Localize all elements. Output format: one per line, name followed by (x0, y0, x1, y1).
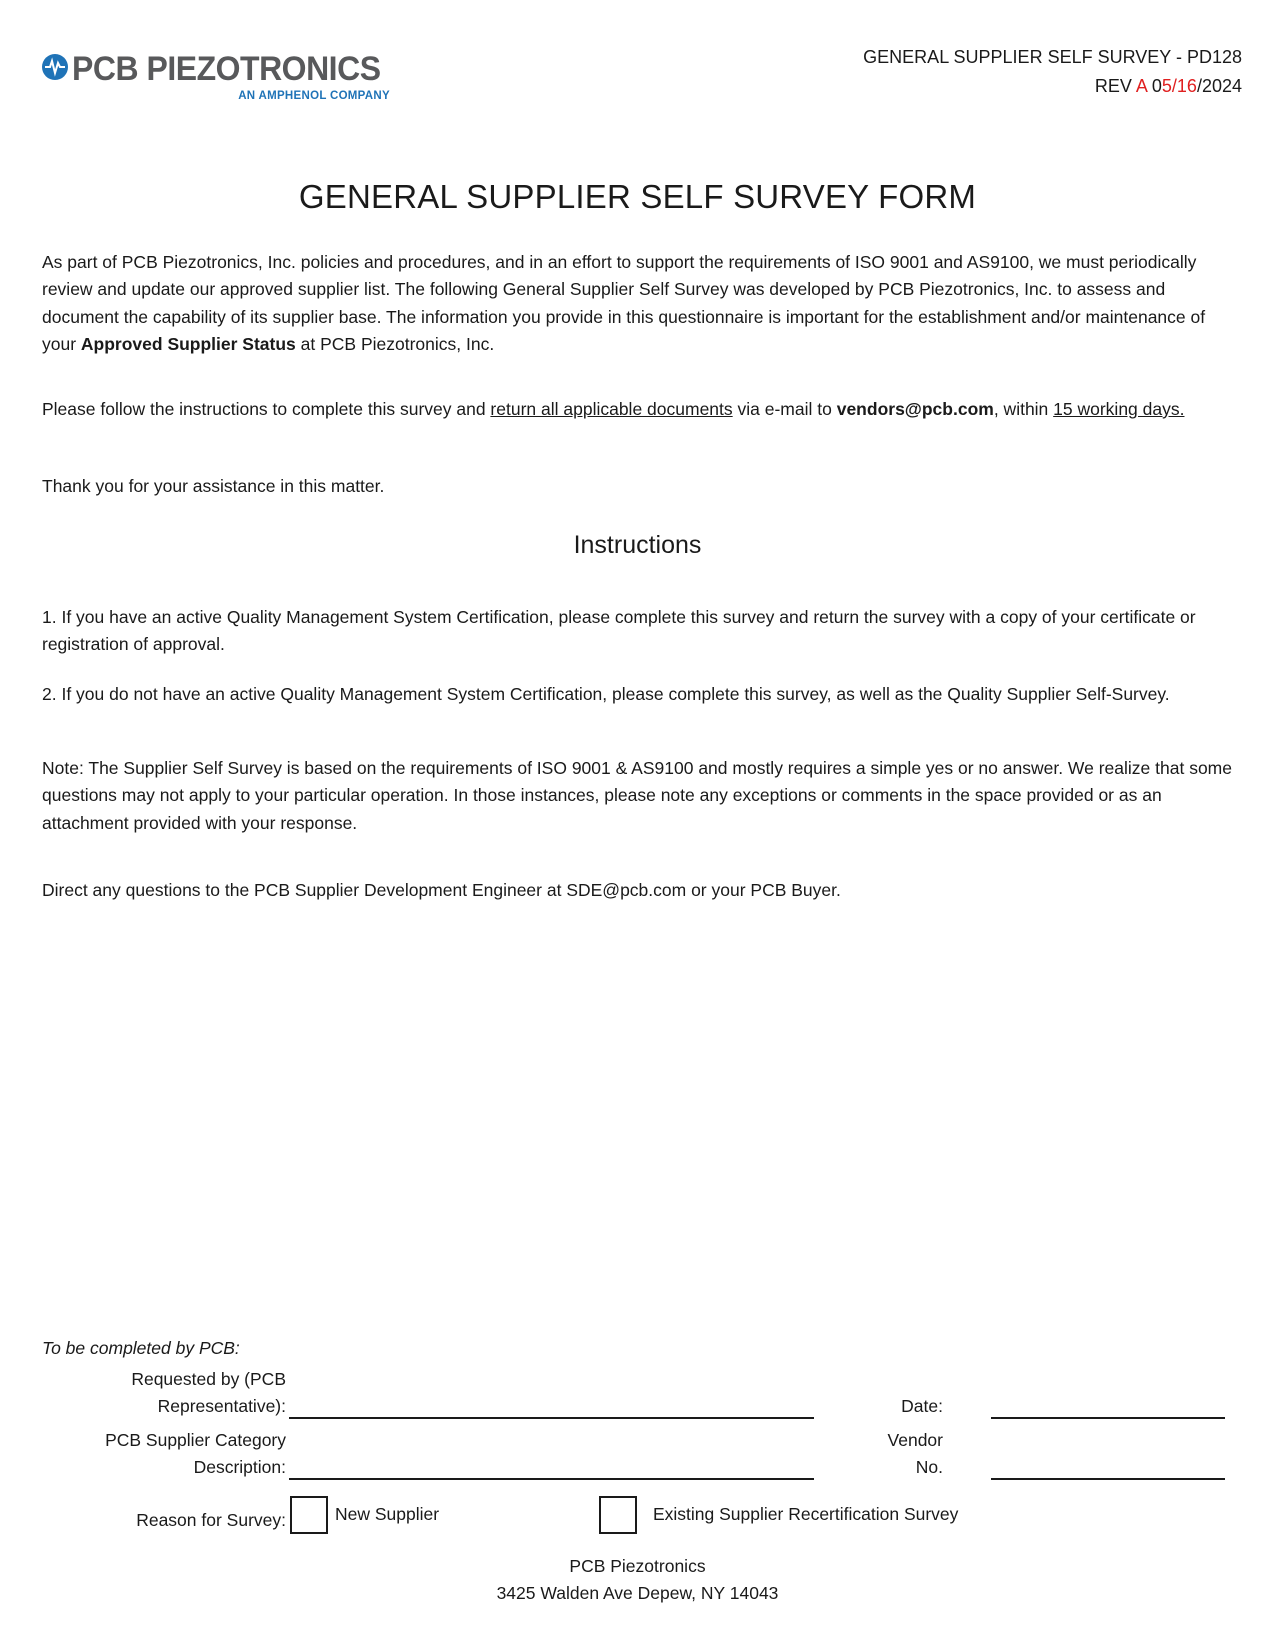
requested-by-label-line1: Requested by (PCB (131, 1369, 286, 1389)
instructions-heading: Instructions (573, 531, 702, 559)
date-field[interactable] (991, 1417, 1225, 1419)
return-documents-text: return all applicable documents (490, 399, 733, 419)
footer-company: PCB Piezotronics (569, 1556, 706, 1576)
existing-supplier-label: Existing Supplier Recertification Survey (653, 1504, 959, 1524)
instruction-item-2: 2. If you do not have an active Quality Management System Certification, please complete this survey, as well as the Quality Supplier Self-Survey. (42, 684, 1170, 704)
approved-supplier-status: Approved Supplier Status (80, 333, 296, 354)
requested-by-label-line2: Representative): (157, 1396, 286, 1416)
vendor-no-label-line1: Vendor (887, 1430, 943, 1450)
follow-text-a: Please follow the instructions to complete this survey and (42, 399, 491, 419)
rev-date-part-c: /2024 (1196, 76, 1242, 96)
existing-supplier-checkbox[interactable] (599, 1496, 637, 1534)
footer (0, 1553, 1275, 1607)
vendor-no-label-line2: No. (915, 1457, 943, 1477)
follow-text-c: , within (993, 399, 1054, 419)
supplier-category-field[interactable] (289, 1478, 814, 1480)
instruction-item-1: 1. If you have an active Quality Management System Certification, please complete this survey and return the survey with a copy of your certificate or registration of approval. (42, 607, 1196, 655)
rev-date-part-b: 5/16 (1161, 76, 1197, 96)
new-supplier-label: New Supplier (335, 1504, 440, 1524)
vendor-no-field[interactable] (991, 1478, 1225, 1480)
logo-subtitle: AN AMPHENOL COMPANY (238, 90, 390, 102)
vendor-no-label (888, 1427, 943, 1481)
intro-end: at PCB Piezotronics, Inc. (295, 333, 495, 354)
rev-date-part-a: 0 (1146, 76, 1162, 96)
pcb-signal-icon (42, 54, 68, 80)
working-days-text: 15 working days. (1053, 399, 1185, 419)
follow-paragraph (42, 396, 1232, 423)
rev-letter: A (1135, 76, 1147, 96)
page-title: GENERAL SUPPLIER SELF SURVEY FORM (298, 178, 977, 215)
intro-text: As part of PCB Piezotronics, Inc. policies and procedures, and in an effort to support the requirements of ISO 9001 and AS9100, we must periodically review and update our approved supplier list. The following General Supplier Self Survey was developed by PCB Piezotronics, Inc. to assess and document the capability of its supplier base. The information you provide in this questionnaire is important for the establishment and/or maintenance of your (42, 252, 1206, 354)
footer-address: 3425 Walden Ave Depew, NY 14043 (496, 1583, 779, 1603)
requested-by-label (131, 1366, 286, 1420)
supplier-category-label (105, 1427, 286, 1481)
reason-for-survey-label: Reason for Survey: (136, 1510, 286, 1530)
requested-by-field[interactable] (289, 1417, 814, 1419)
supplier-category-label-line2: Description: (193, 1457, 286, 1477)
company-logo (42, 52, 402, 110)
supplier-category-label-line1: PCB Supplier Category (105, 1430, 286, 1450)
document-id: GENERAL SUPPLIER SELF SURVEY - PD128 (863, 47, 1242, 67)
logo-name: PCB PIEZOTRONICS (72, 50, 381, 88)
rev-prefix: REV (1094, 76, 1136, 96)
form-section-label: To be completed by PCB: (42, 1338, 240, 1358)
thanks-text: Thank you for your assistance in this matter. (42, 476, 385, 496)
intro-paragraph (42, 249, 1232, 358)
note-paragraph: Note: The Supplier Self Survey is based on the requirements of ISO 9001 & AS9100 and mostly requires a simple yes or no answer. We realize that some questions may not apply to your particular operation. In those instances, please note any exceptions or comments in the space provided or as an attachment provided with your response. (42, 758, 1232, 833)
revision-line (1095, 72, 1242, 101)
date-label: Date: (901, 1396, 943, 1416)
follow-text-b: via e-mail to (732, 399, 837, 419)
direct-questions-text: Direct any questions to the PCB Supplier Development Engineer at SDE@pcb.com or your PCB Buyer. (42, 880, 841, 900)
vendors-email[interactable]: vendors@pcb.com (836, 399, 994, 419)
new-supplier-checkbox[interactable] (290, 1496, 328, 1534)
